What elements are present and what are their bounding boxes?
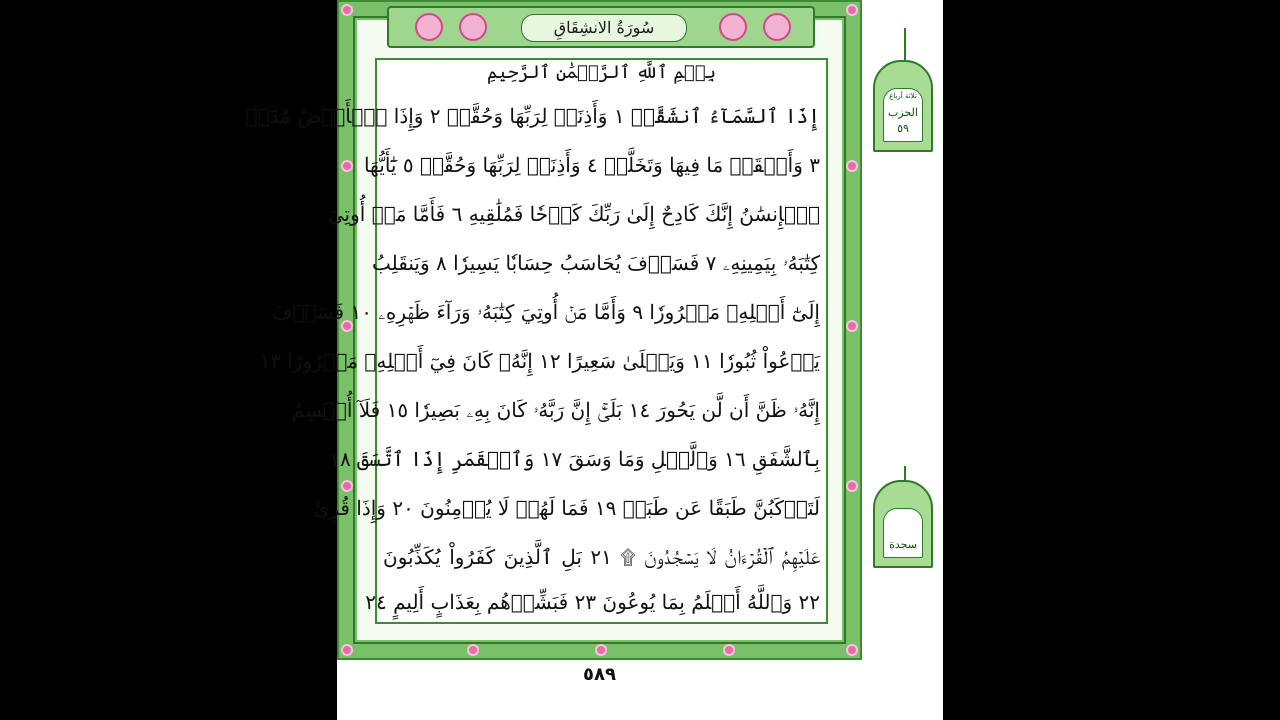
verse-line: ٣ وَأَلۡقَتۡ مَا فِيهَا وَتَخَلَّتۡ ٤ وَأَذِنَتۡ لِرَبِّهَا وَحُقَّتۡ ٥ يَٰٓأَيُّهَا [363, 153, 820, 177]
verse-line: بِٱلشَّفَقِ ١٦ وَٱلَّيۡلِ وَمَا وَسَقَ ١٧ وَٱلۡقَمَرِ إِذَا ٱتَّسَقَ ١٨ [329, 447, 820, 471]
sajda-marker [873, 480, 933, 568]
hizb-marker-top: ثلاثة أرباع [889, 92, 917, 100]
hizb-marker-number: ٥٩ [897, 122, 909, 135]
verse-line: ٢٢ وَٱللَّهُ أَعۡلَمُ بِمَا يُوعُونَ ٢٣ فَبَشِّرۡهُم بِعَذَابٍ أَلِيمٍ ٢٤ [365, 590, 820, 614]
verse-line: إِذَا ٱلسَّمَآءُ ٱنشَقَّتۡ ١ وَأَذِنَتۡ لِرَبِّهَا وَحُقَّتۡ ٢ وَإِذَا ٱلۡأَرۡضُ مُدَّتۡ [245, 104, 820, 128]
rosette-ornament [459, 13, 487, 41]
page-number: ٥٨٩ [583, 664, 616, 685]
flower-ornament [343, 6, 351, 14]
flower-ornament [848, 322, 856, 330]
flower-ornament [848, 646, 856, 654]
flower-ornament [469, 646, 477, 654]
verse-line: إِلَىٰٓ أَهۡلِهِۦ مَسۡرُورٗا ٩ وَأَمَّا مَنۡ أُوتِيَ كِتَٰبَهُۥ وَرَآءَ ظَهۡرِهِۦ ١٠ فَسَوۡفَ [271, 300, 820, 324]
flower-ornament [343, 646, 351, 654]
marker-spire [904, 28, 906, 62]
mushaf-page [245, 0, 943, 720]
rosette-ornament [415, 13, 443, 41]
verse-line: كِتَٰبَهُۥ بِيَمِينِهِۦ ٧ فَسَوۡفَ يُحَاسَبُ حِسَابٗا يَسِيرٗا ٨ وَيَنقَلِبُ [372, 251, 820, 275]
flower-ornament [597, 646, 605, 654]
rosette-ornament [719, 13, 747, 41]
verse-line: عَلَيۡهِمُ ٱلۡقُرۡءَانُ لَا يَسۡجُدُونَ ۩ ٢١ بَلِ ٱلَّذِينَ كَفَرُواْ يُكَذِّبُونَ [383, 545, 821, 569]
hizb-marker-label: الحزب [888, 106, 918, 119]
flower-ornament [848, 482, 856, 490]
flower-ornament [343, 482, 351, 490]
flower-ornament [848, 162, 856, 170]
flower-ornament [725, 646, 733, 654]
surah-header-banner [387, 6, 815, 48]
flower-ornament [343, 162, 351, 170]
verse-line: لَتَرۡكَبُنَّ طَبَقًا عَن طَبَقٖ ١٩ فَمَا لَهُمۡ لَا يُؤۡمِنُونَ ٢٠ وَإِذَا قُرِئَ [313, 496, 820, 520]
verse-line: يَدۡعُواْ ثُبُورٗا ١١ وَيَصۡلَىٰ سَعِيرًا ١٢ إِنَّهُۥ كَانَ فِيٓ أَهۡلِهِۦ مَسۡرُورًا ١٣ [259, 349, 820, 373]
verse-line: ٱلۡإِنسَٰنُ إِنَّكَ كَادِحٌ إِلَىٰ رَبِّكَ كَدۡحٗا فَمُلَٰقِيهِ ٦ فَأَمَّا مَنۡ أُوتِيَ [327, 202, 820, 226]
page-frame [245, 0, 862, 660]
rosette-ornament [763, 13, 791, 41]
basmala: بِسۡمِ ٱللَّهِ ٱلرَّحۡمَٰنِ ٱلرَّحِيمِ [486, 62, 717, 83]
surah-title: سُورَةُ الانشِقَاقِ [521, 14, 687, 42]
sajda-marker-label: سجدة [889, 538, 917, 551]
text-panel [245, 58, 828, 624]
verse-line: إِنَّهُۥ ظَنَّ أَن لَّن يَحُورَ ١٤ بَلَىٰٓۚ إِنَّ رَبَّهُۥ كَانَ بِهِۦ بَصِيرٗا ١٥ فَلَآ أُقۡسِمُ [291, 398, 820, 422]
hizb-marker [873, 60, 933, 152]
flower-ornament [848, 6, 856, 14]
marker-spire [904, 466, 906, 482]
